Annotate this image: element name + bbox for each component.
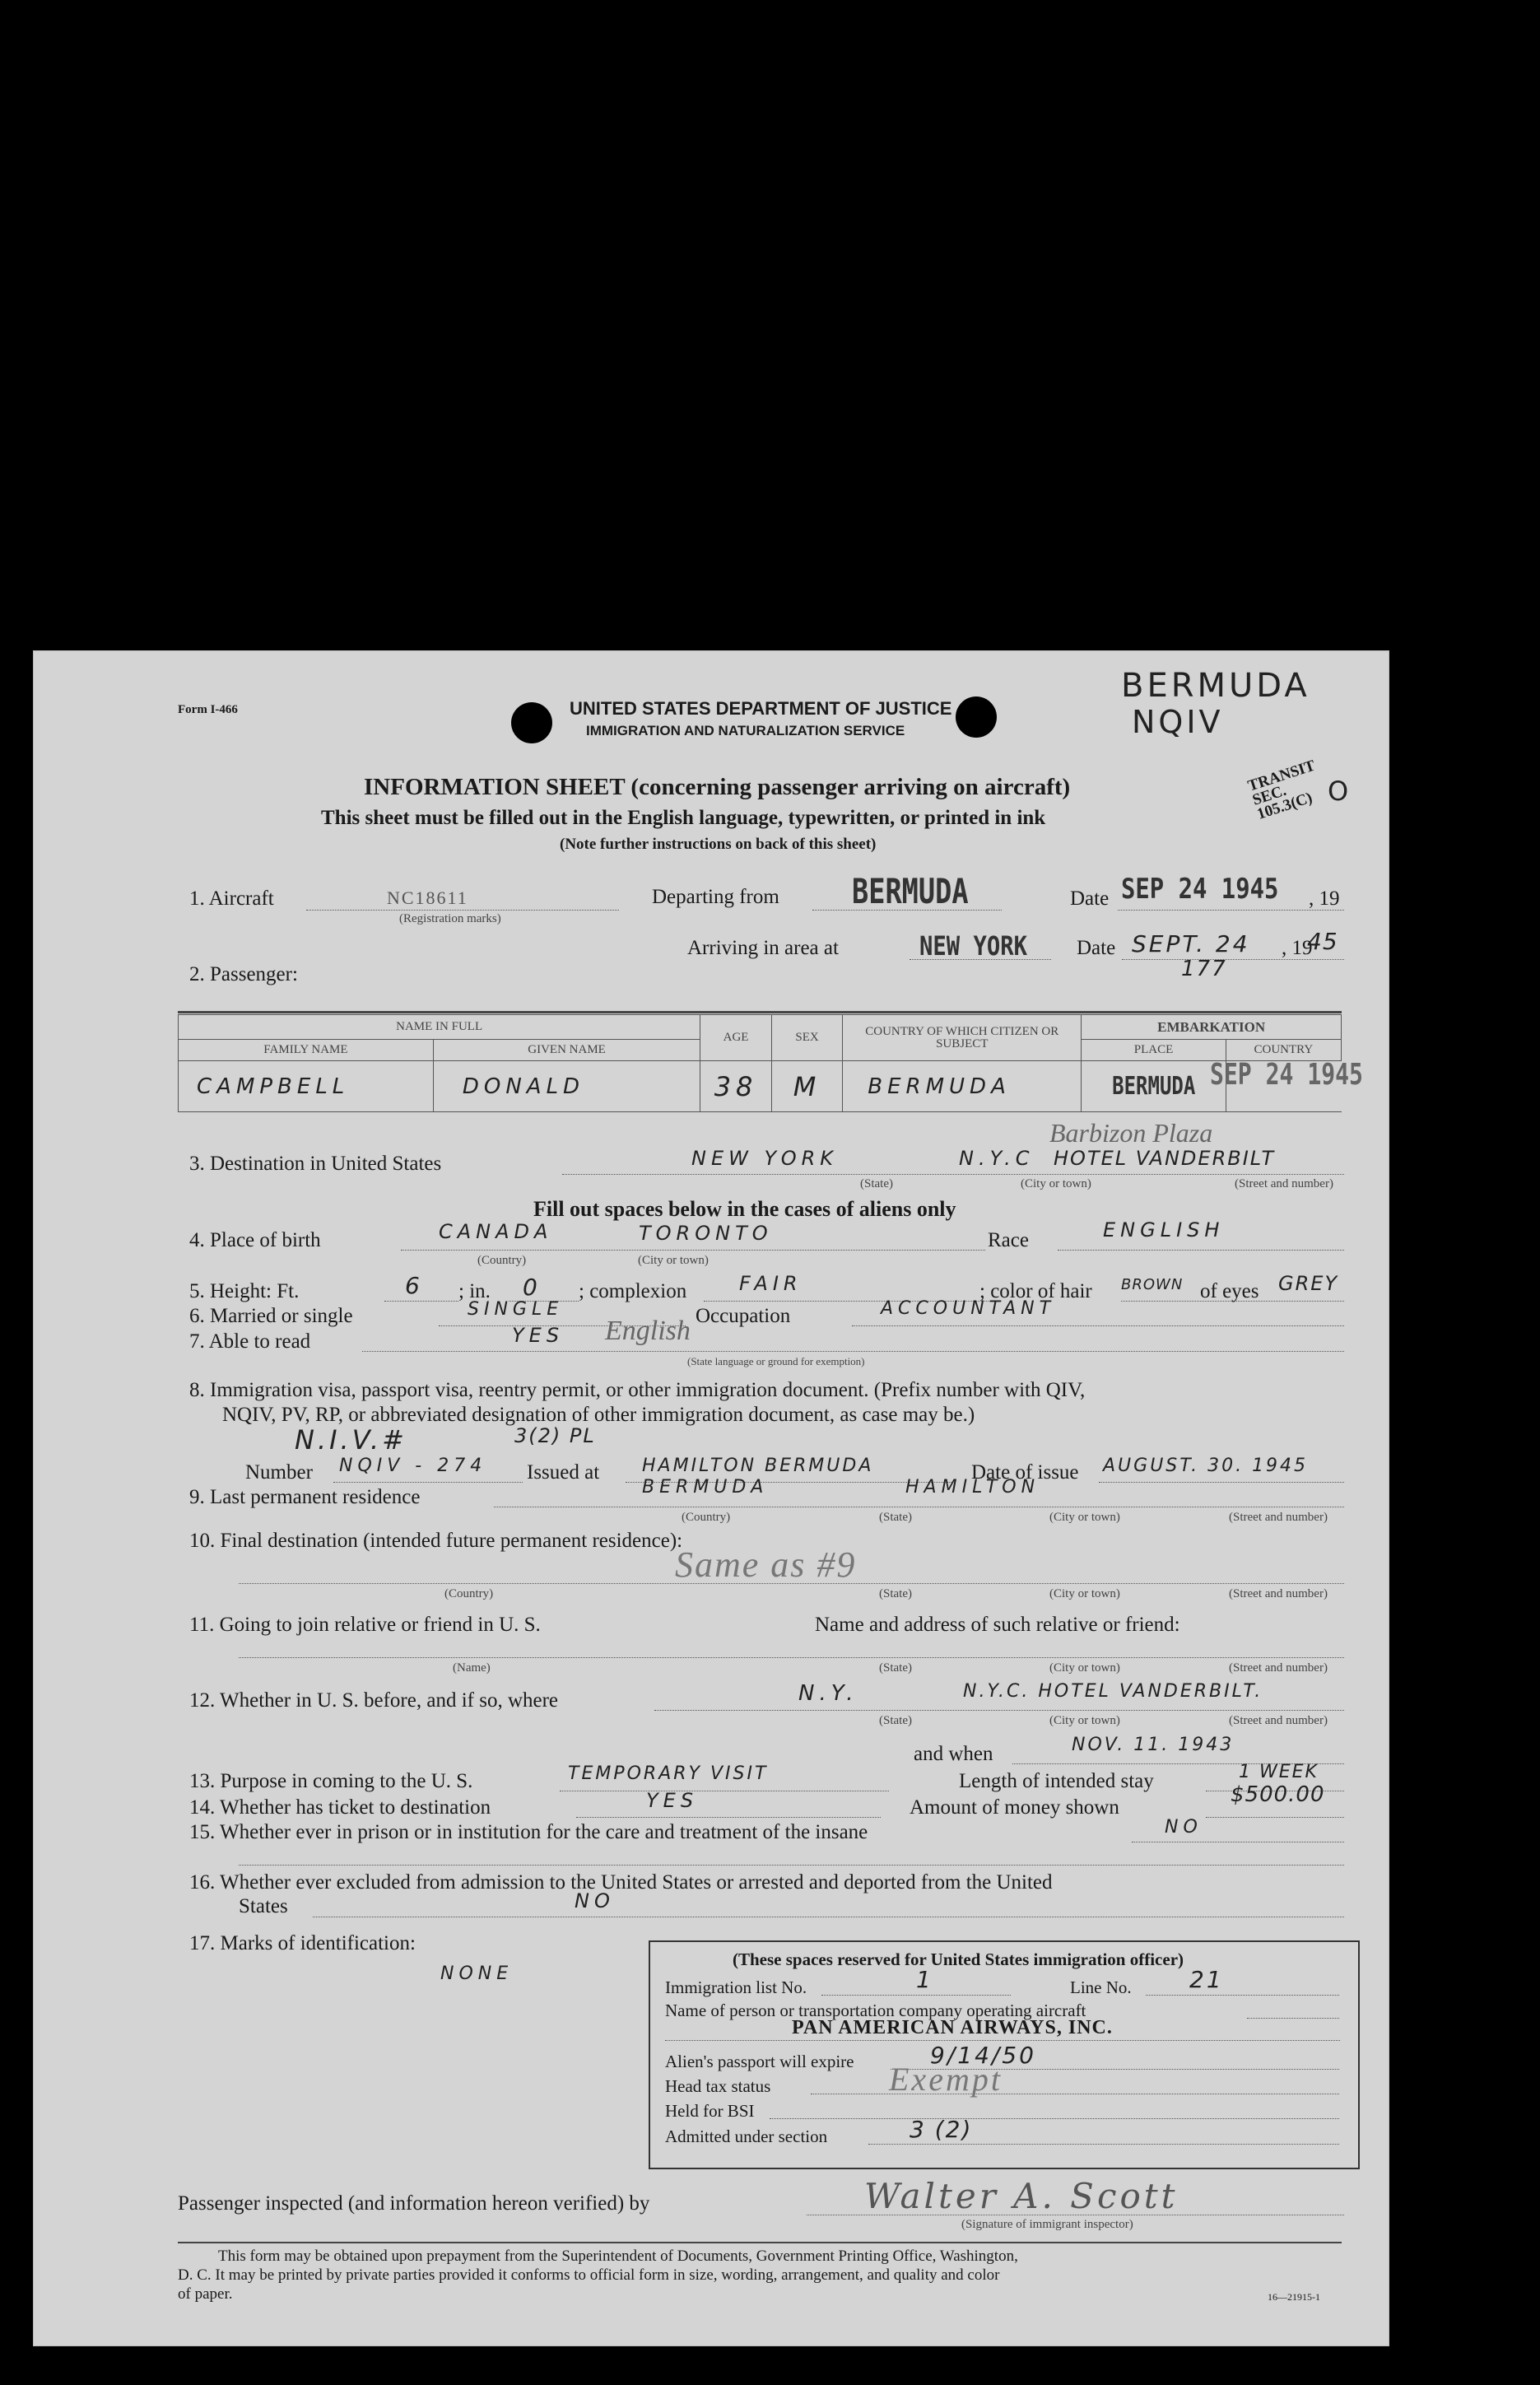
departure-date-suffix: , 19 — [1309, 887, 1340, 910]
excluded-value: NO — [575, 1889, 615, 1912]
visa-issued: HAMILTON BERMUDA — [642, 1456, 874, 1476]
corner-note-nqiv: NQIV — [1132, 704, 1224, 740]
aliens-note: Fill out spaces below in the cases of aliens only — [533, 1197, 956, 1221]
family-name-cell: CAMPBELL — [179, 1061, 434, 1112]
visa-annotation-2: 3(2) PL — [514, 1424, 596, 1447]
bsi-label: Held for BSI — [665, 2101, 755, 2121]
residence-country: BERMUDA — [642, 1477, 769, 1498]
hair-label: ; color of hair — [979, 1280, 1092, 1302]
country-header: COUNTRY OF WHICH CITIZEN OR SUBJECT — [843, 1015, 1082, 1061]
sex-cell: M — [771, 1061, 842, 1112]
residence-street-caption: (Street and number) — [1229, 1511, 1328, 1524]
signature-caption: (Signature of immigrant inspector) — [961, 2218, 1133, 2231]
aircraft-registration: NC18611 — [387, 887, 468, 908]
residence-label: 9. Last permanent residence — [189, 1486, 421, 1508]
occupation-value: ACCOUNTANT — [881, 1298, 1056, 1319]
section-label: Admitted under section — [665, 2126, 828, 2146]
line-no-label: Line No. — [1070, 1977, 1132, 1997]
destination-state-caption: (State) — [860, 1177, 893, 1190]
height-label: 5. Height: Ft. — [189, 1280, 300, 1302]
read-language: English — [605, 1316, 691, 1346]
arrival-date-label: Date — [1077, 937, 1116, 959]
relative-street-caption: (Street and number) — [1229, 1661, 1328, 1675]
tax-label: Head tax status — [665, 2076, 771, 2096]
footer-line-2: D. C. It may be printed by private parties provided it conforms to official form in size, wording, arrangement, and quality and color — [178, 2266, 1000, 2284]
excluded-label-2: States — [239, 1895, 288, 1917]
corner-note-bermuda: BERMUDA — [1121, 667, 1310, 705]
form-subtitle: This sheet must be filled out in the English language, typewritten, or printed in ink — [321, 807, 1046, 829]
passport-label: Alien's passport will expire — [665, 2052, 854, 2071]
before-label: 12. Whether in U. S. before, and if so, where — [189, 1689, 559, 1712]
punch-hole-right — [956, 696, 997, 738]
residence-country-caption: (Country) — [682, 1511, 731, 1524]
list-no-value: 1 — [916, 1966, 936, 1993]
purpose-label: 13. Purpose in coming to the U. S. — [189, 1770, 473, 1792]
aircraft-caption: (Registration marks) — [399, 912, 501, 925]
transit-mark: O — [1328, 776, 1354, 807]
final-country-caption: (Country) — [444, 1587, 494, 1600]
family-name-header: FAMILY NAME — [179, 1040, 434, 1061]
visa-text-2: NQIV, PV, RP, or abbreviated designation of other immigration document, as case may be.) — [222, 1404, 975, 1426]
birth-country: CANADA — [439, 1220, 553, 1243]
place-header: PLACE — [1082, 1040, 1226, 1061]
name-in-full-header: NAME IN FULL — [179, 1015, 700, 1040]
destination-street-alt: Barbizon Plaza — [1049, 1118, 1213, 1148]
race-label: Race — [988, 1229, 1029, 1251]
departure-date-stamp: SEP 24 1945 — [1121, 873, 1279, 906]
birth-label: 4. Place of birth — [189, 1229, 321, 1251]
destination-street-caption: (Street and number) — [1235, 1177, 1333, 1190]
marital-label: 6. Married or single — [189, 1305, 353, 1327]
inspection-label: Passenger inspected (and information hereon verified) by — [178, 2192, 650, 2215]
purpose-value: TEMPORARY VISIT — [568, 1763, 769, 1784]
service-name: IMMIGRATION AND NATURALIZATION SERVICE — [586, 723, 905, 738]
section-value: 3 (2) — [910, 2116, 973, 2143]
before-city-caption: (City or town) — [1049, 1714, 1120, 1727]
age-header: AGE — [700, 1015, 772, 1061]
height-in: 0 — [523, 1274, 542, 1301]
residence-city: HAMILTON — [905, 1477, 1040, 1498]
stay-label: Length of intended stay — [959, 1770, 1154, 1792]
money-value: $500.00 — [1231, 1782, 1325, 1807]
complexion-value: FAIR — [739, 1272, 803, 1295]
birth-city: TORONTO — [639, 1222, 773, 1245]
agency-name: UNITED STATES DEPARTMENT OF JUSTICE — [570, 698, 952, 719]
marital-value: SINGLE — [468, 1299, 564, 1320]
birth-country-caption: (Country) — [477, 1254, 527, 1267]
given-name-header: GIVEN NAME — [433, 1040, 700, 1061]
height-in-label: ; in. — [458, 1280, 491, 1302]
residence-state-caption: (State) — [879, 1511, 912, 1524]
arriving-label: Arriving in area at — [687, 937, 839, 959]
residence-city-caption: (City or town) — [1049, 1511, 1120, 1524]
excluded-label-1: 16. Whether ever excluded from admission to the United States or arrested and deported from the United — [189, 1871, 1053, 1894]
inspector-signature: Walter A. Scott — [864, 2176, 1179, 2216]
arrival-date: SEPT. 24 — [1132, 930, 1250, 957]
arrival-date-suffix: , 19 — [1282, 937, 1313, 959]
before-city: N.Y.C. HOTEL VANDERBILT. — [963, 1681, 1263, 1702]
visa-number-label: Number — [245, 1461, 313, 1484]
embarkation-date-stamp: SEP 24 1945 — [1210, 1058, 1363, 1092]
relative-state-caption: (State) — [879, 1661, 912, 1675]
eyes-label: of eyes — [1200, 1280, 1259, 1302]
form-note: (Note further instructions on back of this sheet) — [560, 836, 877, 853]
before-street-caption: (Street and number) — [1229, 1714, 1328, 1727]
destination-city: N.Y.C — [959, 1147, 1035, 1170]
country-cell: BERMUDA — [843, 1061, 1082, 1112]
destination-street: HOTEL VANDERBILT — [1054, 1147, 1276, 1170]
embarkation-header: EMBARKATION — [1082, 1015, 1342, 1040]
footer-line-3: of paper. — [178, 2285, 233, 2303]
final-destination-label: 10. Final destination (intended future permanent residence): — [189, 1530, 683, 1552]
final-street-caption: (Street and number) — [1229, 1587, 1328, 1600]
passport-value: 9/14/50 — [930, 2042, 1036, 2069]
read-label: 7. Able to read — [189, 1330, 311, 1353]
embarkation-place-cell: BERMUDA — [1096, 1061, 1211, 1112]
emb-country-header: COUNTRY — [1226, 1040, 1341, 1061]
sex-header: SEX — [771, 1015, 842, 1061]
given-name-cell: DONALD — [433, 1061, 700, 1112]
departure-date-label: Date — [1070, 887, 1110, 910]
before-when-label: and when — [914, 1743, 993, 1765]
visa-annotation: N.I.V.# — [295, 1424, 407, 1456]
punch-hole-left — [511, 702, 552, 743]
visa-issued-label: Issued at — [527, 1461, 600, 1484]
stay-value: 1 WEEK — [1239, 1762, 1319, 1782]
race-value: ENGLISH — [1103, 1218, 1225, 1241]
final-state-caption: (State) — [879, 1587, 912, 1600]
ticket-label: 14. Whether has ticket to destination — [189, 1796, 491, 1819]
departing-value: BERMUDA — [852, 871, 969, 911]
footer-code: 16—21915-1 — [1268, 2291, 1320, 2303]
footer-line-1: This form may be obtained upon prepayment from the Superintendent of Documents, Government Printing Office, Washington, — [218, 2248, 1018, 2265]
visa-number: NQIV - 274 — [339, 1456, 487, 1476]
birth-city-caption: (City or town) — [638, 1254, 709, 1267]
marks-value: NONE — [440, 1963, 514, 1984]
transit-stamp: TRANSIT SEC. 105.3(C) — [1245, 757, 1318, 823]
prison-value: NO — [1165, 1817, 1203, 1838]
relative-label: 11. Going to join relative or friend in U. S. — [189, 1614, 541, 1636]
destination-state: NEW YORK — [691, 1147, 839, 1170]
age-cell: 38 — [700, 1061, 772, 1112]
marks-label: 17. Marks of identification: — [189, 1932, 416, 1954]
relative-label-2: Name and address of such relative or friend: — [815, 1614, 1180, 1636]
relative-name-caption: (Name) — [453, 1661, 491, 1675]
list-no-label: Immigration list No. — [665, 1977, 807, 1997]
officer-header: (These spaces reserved for United States immigration officer) — [733, 1949, 1184, 1969]
relative-city-caption: (City or town) — [1049, 1661, 1120, 1675]
complexion-label: ; complexion — [579, 1280, 687, 1302]
money-label: Amount of money shown — [910, 1796, 1119, 1819]
passenger-table — [178, 1014, 1342, 1112]
company-label: Name of person or transportation company operating aircraft — [665, 2001, 1086, 2020]
arrival-extra-mark: 177 — [1181, 957, 1227, 981]
line-no-value: 21 — [1189, 1966, 1224, 1993]
visa-date-label: Date of issue — [971, 1461, 1079, 1484]
form-number: Form I-466 — [178, 703, 238, 716]
final-destination-value: Same as #9 — [675, 1544, 857, 1585]
visa-text-1: 8. Immigration visa, passport visa, reentry permit, or other immigration document. (Prefix number with QIV, — [189, 1379, 1086, 1401]
passenger-label: 2. Passenger: — [189, 963, 298, 985]
hair-value: BROWN — [1121, 1276, 1184, 1293]
aircraft-label: 1. Aircraft — [189, 887, 274, 910]
before-state: N.Y. — [798, 1681, 858, 1706]
read-value: YES — [512, 1324, 565, 1347]
destination-label: 3. Destination in United States — [189, 1153, 442, 1175]
before-state-caption: (State) — [879, 1714, 912, 1727]
departing-label: Departing from — [652, 886, 779, 908]
ticket-value: YES — [646, 1789, 699, 1812]
form-title: INFORMATION SHEET (concerning passenger arriving on aircraft) — [364, 774, 1071, 800]
read-caption: (State language or ground for exemption) — [687, 1355, 865, 1367]
arriving-value: NEW YORK — [919, 930, 1028, 962]
height-ft: 6 — [405, 1272, 425, 1299]
destination-city-caption: (City or town) — [1021, 1177, 1091, 1190]
occupation-label: Occupation — [696, 1305, 791, 1327]
company-value: PAN AMERICAN AIRWAYS, INC. — [792, 2017, 1113, 2038]
form-sheet — [33, 650, 1389, 2346]
eyes-value: GREY — [1278, 1272, 1339, 1295]
tax-value: Exempt — [889, 2061, 1003, 2098]
arrival-year: 45 — [1307, 928, 1338, 955]
prison-label: 15. Whether ever in prison or in institution for the care and treatment of the insane — [189, 1821, 868, 1843]
visa-date: AUGUST. 30. 1945 — [1103, 1456, 1309, 1476]
final-city-caption: (City or town) — [1049, 1587, 1120, 1600]
before-when: NOV. 11. 1943 — [1072, 1735, 1235, 1755]
